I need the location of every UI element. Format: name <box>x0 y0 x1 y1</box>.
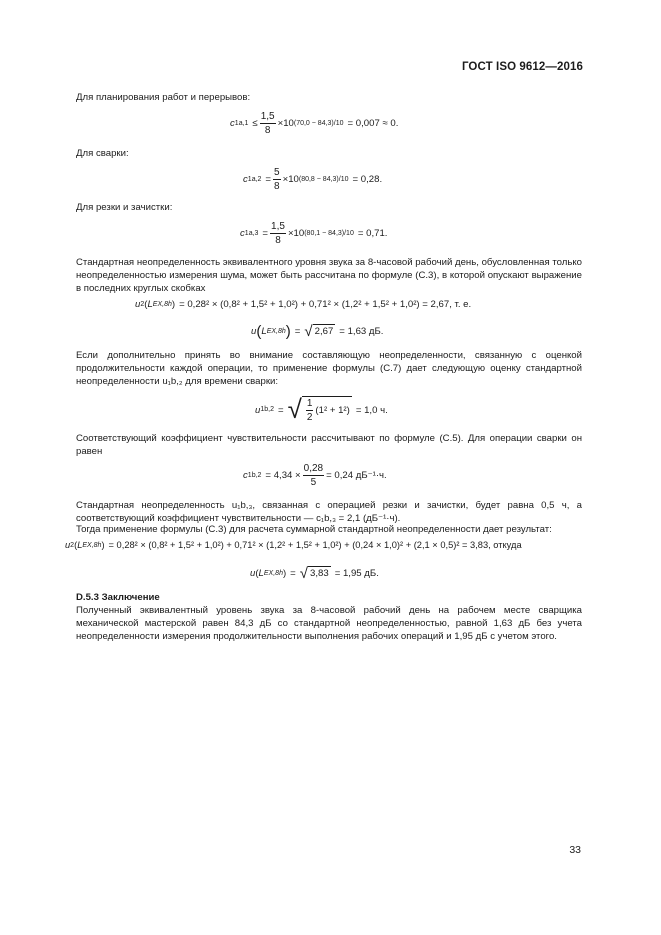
page-header: ГОСТ ISO 9612—2016 <box>461 61 583 73</box>
para-cutting: Для резки и зачистки: <box>76 202 173 213</box>
sqrt-3-83: √ 3,83 <box>299 565 329 582</box>
para-planning: Для планирования работ и перерывов: <box>76 92 251 103</box>
equation-c1b2: c 1b,2 = 4,34 × $\frac{0,28}{5}$ = 0,24 дБ⁻¹·ч. <box>243 463 387 488</box>
para-welding: Для сварки: <box>76 148 129 159</box>
sqrt-half: √ $\frac{1}{2}$ (1² + 1²) <box>287 394 350 424</box>
section-number: D.5.3 <box>76 592 99 603</box>
para-then: Тогда применение формулы (С.3) для расчета суммарной стандартной неопределенности дает результат: <box>76 524 552 535</box>
para-standard-uncertainty: Стандартная неопределенность эквивалентного уровня звука за 8-часовой рабочий день, обусловленная только неопределенностью измерения шума, может быть рассчитана по формуле (С.3), в которой опускают выражение в последних круглых скобках <box>76 257 582 294</box>
page-number: 33 <box>569 844 581 856</box>
section-title: Заключение <box>101 592 160 603</box>
equation-u-first: u ( L EX,8h ) = √ 2,67 = 1,63 дБ. <box>251 322 384 340</box>
para-cutting-uncertainty: Стандартная неопределенность u₁b,₃, связанная с операцией резки и зачистки, будет равна 0,5 ч, а соответствующий коэффициент чувствительности — c₁b,₃ = 2,1 (дБ⁻¹·ч). <box>76 500 582 524</box>
equation-u1b2: u 1b,2 = √ $\frac{1}{2}$ (1² + 1²) = 1,0 ч. <box>255 394 388 424</box>
section-heading <box>76 591 582 604</box>
equation-c1a2: c 1a,2 = $\frac{5}{8}$ × 10 (80,8 − 84,3) /10 = 0,28. <box>243 167 383 192</box>
para-additional-uncertainty: Если дополнительно принять во внимание составляющую неопределенности, связанную с оценкой продолжительности каждой операции, то применение формулы (С.7) дает следующую оценку стандартной неопределенности u₁b,₂ для времени сварки: <box>76 350 582 387</box>
para-sensitivity: Соответствующий коэффициент чувствительности рассчитывают по формуле (С.5). Для операции сварки он равен <box>76 433 582 457</box>
equation-c1a3: c 1a,3 = $\frac{1,5}{8}$ × 10 (80,1 − 84,3) /10 = 0,71. <box>240 221 388 246</box>
equation-u2-total: u 2 ( L EX,8h ) = 0,28² × (0,8² + 1,5² + 1,0²) + 0,71² × (1,2² + 1,5² + 1,0²) + (0,24 × 1,0)² + (2,1 × 0,5)² = 3,83, откуда <box>65 540 522 550</box>
equation-c1a1: c 1a,1 ≤ $\frac{1,5}{8}$ × 10 (70,0 − 84,3) /10 = 0,007 ≈ 0. <box>230 111 399 136</box>
equation-u2-first: u 2 ( L EX,8h ) = 0,28² × (0,8² + 1,5² + 1,0²) + 0,71² × (1,2² + 1,5² + 1,0²) = 2,67, т. е. <box>135 299 472 310</box>
equation-u-total: u ( L EX,8h ) = √ 3,83 = 1,95 дБ. <box>250 565 379 582</box>
para-conclusion: Полученный эквивалентный уровень звука за 8-часовой рабочий день на рабочем месте сварщика механической мастерской равен 84,3 дБ со стандартной неопределенностью, равной 1,63 дБ без учета неопределенности измерения продолжительности выполнения рабочих операций и 1,95 дБ с учетом этого. <box>76 605 582 642</box>
sqrt-2-67: √ 2,67 <box>304 323 334 340</box>
